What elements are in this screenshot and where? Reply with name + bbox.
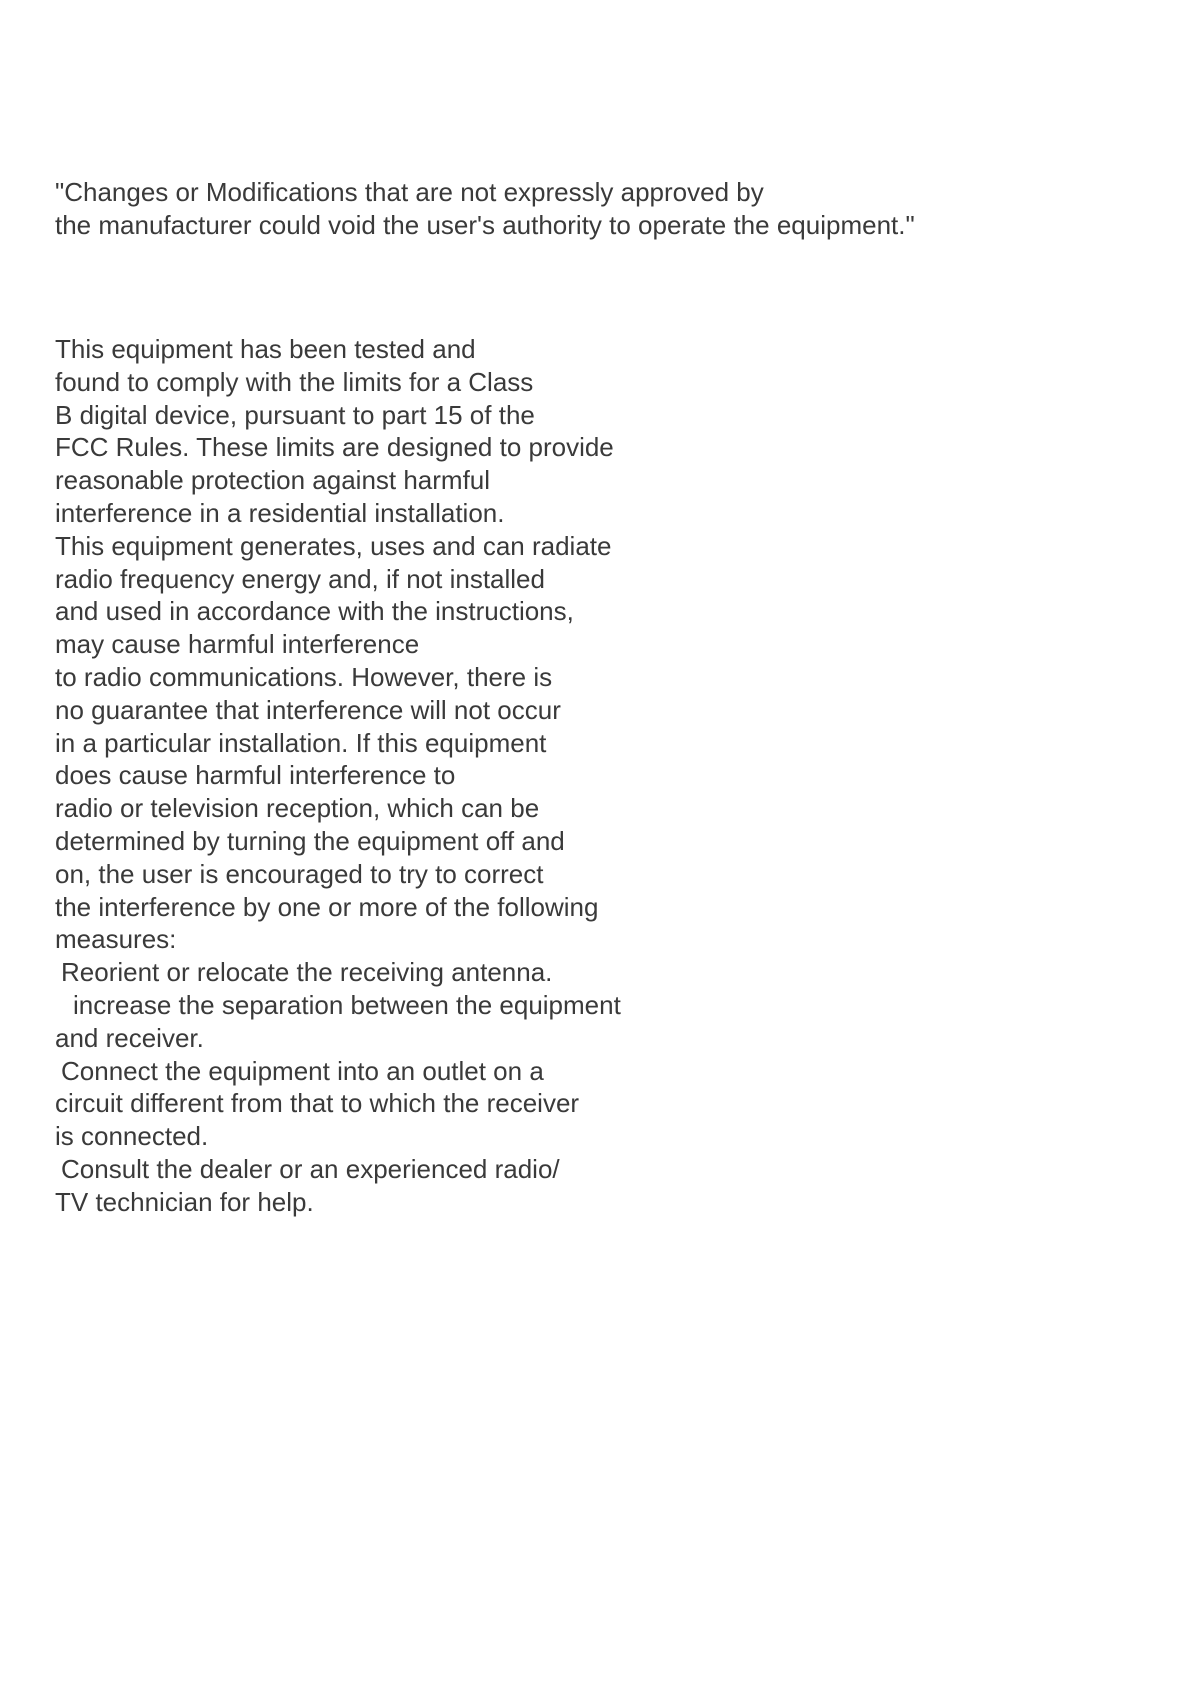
- statement-line: on, the user is encouraged to try to correct: [55, 858, 544, 889]
- measure-reorient-antenna: [55, 956, 815, 989]
- modification-warning: [55, 176, 1135, 242]
- statement-line: the interference by one or more of the following: [55, 891, 599, 922]
- statement-line: to radio communications. However, there is: [55, 661, 553, 692]
- measure-connect-outlet: [55, 1055, 815, 1088]
- statement-line: radio frequency energy and, if not installed: [55, 563, 545, 594]
- measure-consult-dealer-continued: [55, 1186, 815, 1219]
- statement-line: This equipment has been tested and: [55, 334, 476, 364]
- statement-line: reasonable protection against harmful: [55, 465, 491, 496]
- fcc-statement: [55, 333, 815, 1219]
- measure-line: Connect the equipment into an outlet on a: [61, 1055, 544, 1086]
- statement-line: B digital device, pursuant to part 15 of the: [55, 399, 535, 430]
- warning-line: the manufacturer could void the user's authority to operate the equipment.": [55, 210, 915, 240]
- statement-line: This equipment generates, uses and can radiate: [55, 530, 612, 561]
- measure-connect-outlet-continued: [55, 1087, 815, 1153]
- measure-line: Consult the dealer or an experienced radio/: [61, 1153, 560, 1184]
- measure-line: TV technician for help.: [55, 1186, 314, 1217]
- measure-line: Reorient or relocate the receiving antenna.: [61, 957, 553, 988]
- statement-line: and used in accordance with the instructions,: [55, 596, 574, 627]
- warning-line: "Changes or Modifications that are not expressly approved by: [55, 177, 764, 207]
- statement-line: FCC Rules. These limits are designed to provide: [55, 432, 614, 463]
- statement-line: measures:: [55, 924, 177, 955]
- statement-line: does cause harmful interference to: [55, 760, 456, 791]
- measure-line: and receiver.: [55, 1022, 204, 1053]
- measure-consult-dealer: [55, 1153, 815, 1186]
- statement-line: interference in a residential installation.: [55, 497, 505, 528]
- statement-line: radio or television reception, which can be: [55, 793, 540, 824]
- statement-line: determined by turning the equipment off and: [55, 825, 565, 856]
- statement-line: may cause harmful interference: [55, 629, 420, 660]
- measure-line: is connected.: [55, 1121, 209, 1152]
- statement-line: no guarantee that interference will not occur: [55, 694, 561, 725]
- measure-line: circuit different from that to which the receiver: [55, 1088, 580, 1119]
- measure-line: increase the separation between the equipment: [73, 989, 621, 1020]
- measure-increase-separation: [55, 989, 815, 1022]
- measure-increase-separation-continued: [55, 1022, 815, 1055]
- statement-line: in a particular installation. If this equipment: [55, 727, 547, 758]
- statement-line: found to comply with the limits for a Class: [55, 366, 534, 397]
